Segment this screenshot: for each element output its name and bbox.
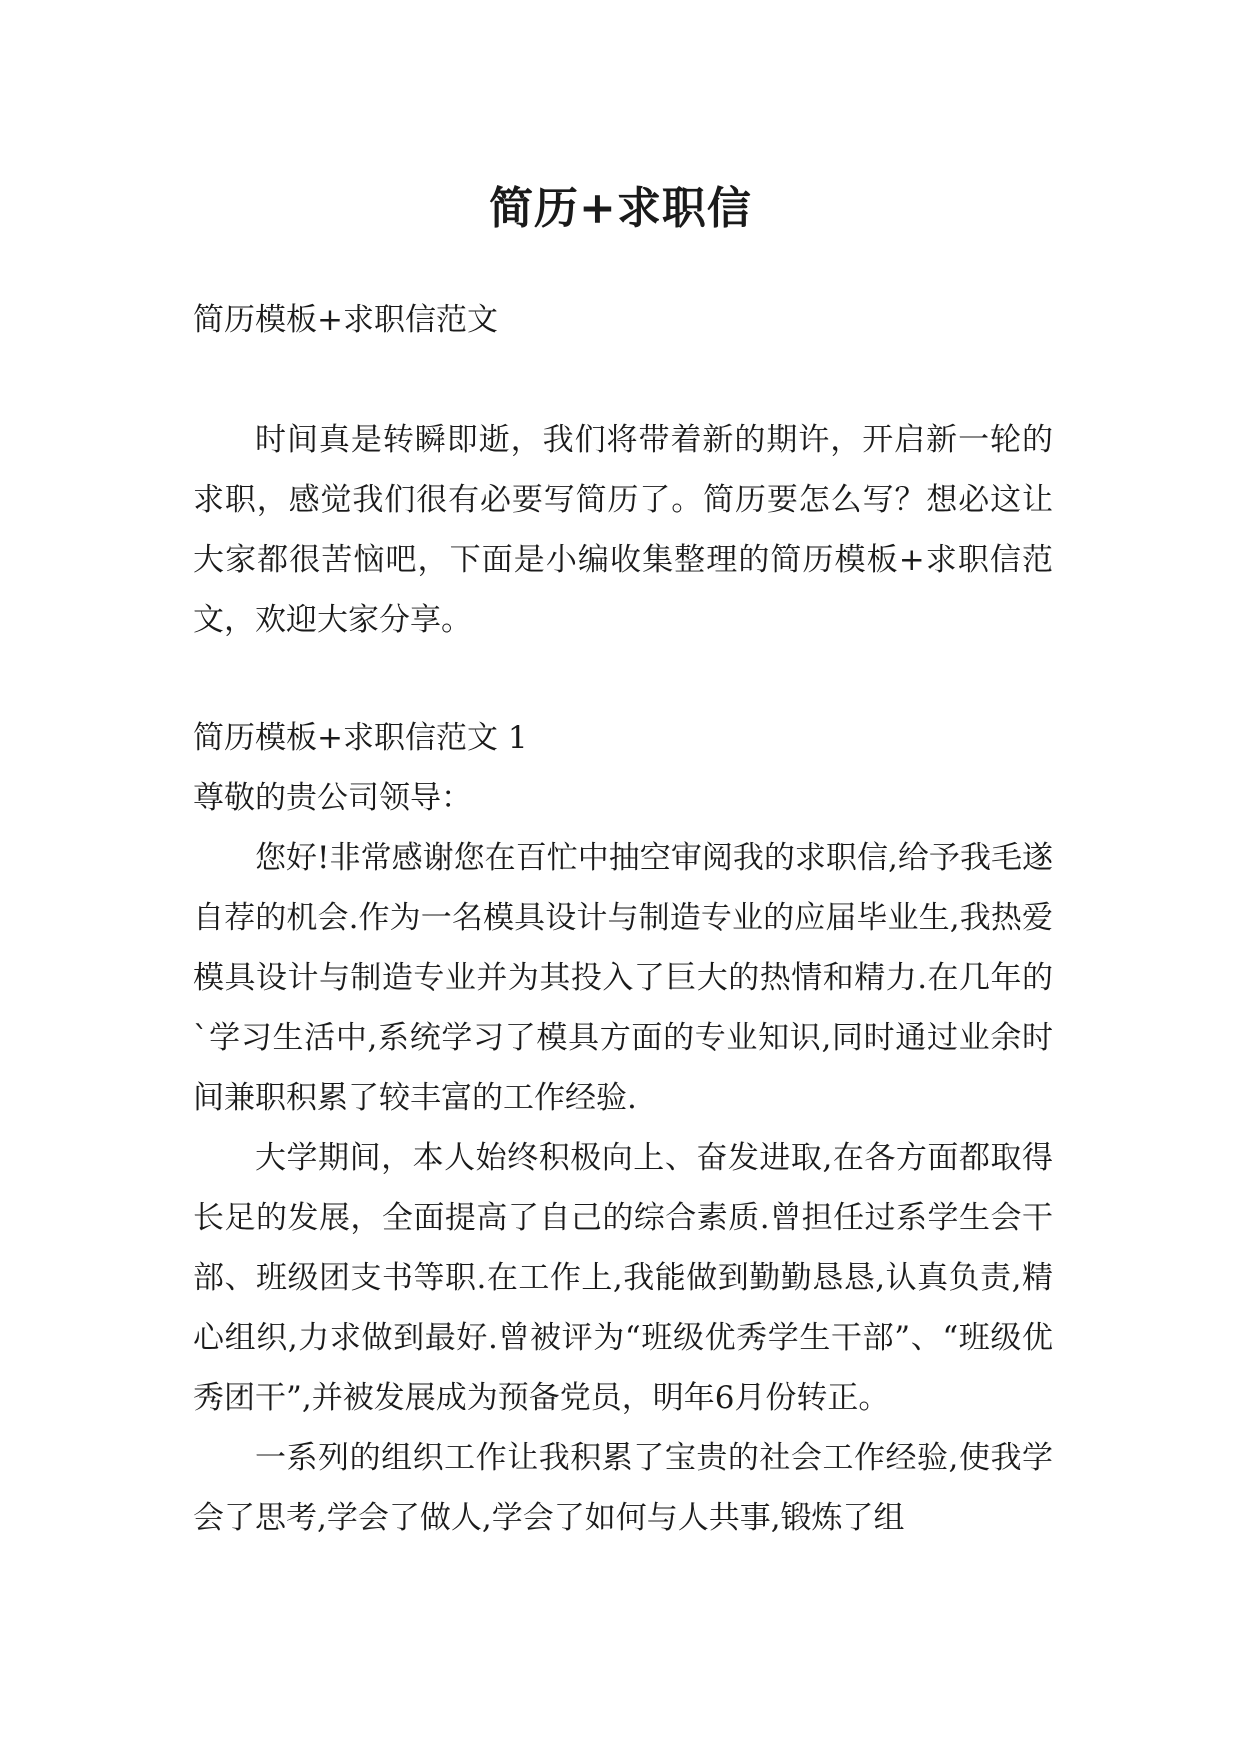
section-heading: 简历模板+求职信范文 1 [193, 720, 528, 756]
intro-paragraph: 时间真是转瞬即逝，我们将带着新的期许，开启新一轮的求职，感觉我们很有必要写简历了。简历要怎么写？想必这让大家都很苦恼吧，下面是小编收集整理的简历模板+求职信范文，欢迎大家分享。 [193, 422, 1053, 638]
body-paragraph-3: 一系列的组织工作让我积累了宝贵的社会工作经验,使我学会了思考,学会了做人,学会了如何与人共事,锻炼了组 [193, 1440, 1053, 1536]
spacer [193, 350, 1053, 410]
body-paragraph-2: 大学期间，本人始终积极向上、奋发进取,在各方面都取得长足的发展，全面提高了自己的综合素质.曾担任过系学生会干部、班级团支书等职.在工作上,我能做到勤勤恳恳,认真负责,精心组织,力求做到最好.曾被评为“班级优秀学生干部”、“班级优秀团干”,并被发展成为预备党员，明年6月份转正。 [193, 1140, 1053, 1416]
salutation: 尊敬的贵公司领导： [193, 780, 472, 816]
document-body [193, 290, 1053, 1548]
document-subtitle: 简历模板+求职信范文 [193, 302, 498, 338]
body-paragraph-1: 您好!非常感谢您在百忙中抽空审阅我的求职信,给予我毛遂自荐的机会.作为一名模具设计与制造专业的应届毕业生,我热爱模具设计与制造专业并为其投入了巨大的热情和精力.在几年的`学习生活中,系统学习了模具方面的专业知识,同时通过业余时间兼职积累了较丰富的工作经验. [193, 840, 1053, 1116]
document-title: 简历+求职信 [489, 183, 752, 235]
spacer [193, 650, 1053, 708]
